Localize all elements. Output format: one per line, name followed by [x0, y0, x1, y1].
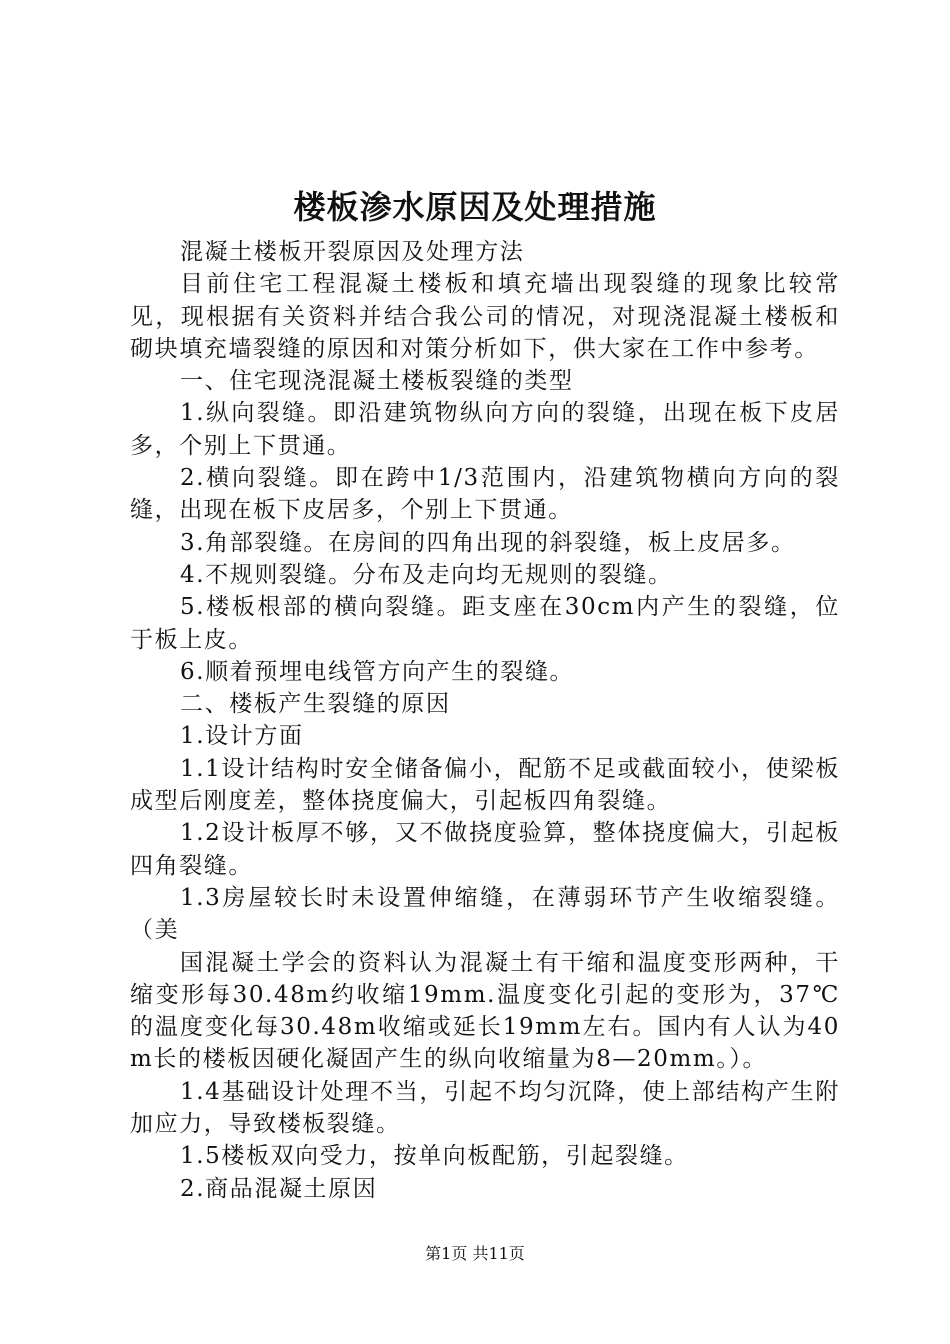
- document-body: [130, 236, 840, 1205]
- document-title: 楼板渗水原因及处理措施: [293, 188, 657, 226]
- paragraph: 1.4基础设计处理不当，引起不均匀沉降，使上部结构产生附加应力，导致楼板裂缝。: [130, 1078, 840, 1138]
- paragraph: 2.商品混凝土原因: [180, 1175, 378, 1202]
- paragraph: 1.2设计板厚不够，又不做挠度验算，整体挠度偏大，引起板四角裂缝。: [130, 820, 840, 879]
- page-number-footer: 第1页 共11页: [425, 1244, 525, 1263]
- paragraph: 4.不规则裂缝。分布及走向均无规则的裂缝。: [180, 561, 673, 588]
- paragraph: 6.顺着预埋电线管方向产生的裂缝。: [180, 658, 575, 685]
- paragraph: 1.纵向裂缝。即沿建筑物纵向方向的裂缝，出现在板下皮居多，个别上下贯通。: [130, 400, 840, 459]
- paragraph: 一、住宅现浇混凝土楼板裂缝的类型: [180, 368, 574, 395]
- paragraph: 1.1设计结构时安全储备偏小，配筋不足或截面较小，使梁板成型后刚度差，整体挠度偏大，引起板四角裂缝。: [130, 755, 840, 815]
- paragraph: 1.5楼板双向受力，按单向板配筋，引起裂缝。: [180, 1143, 689, 1170]
- paragraph: 国混凝土学会的资料认为混凝土有干缩和温度变形两种，干缩变形每30.48m约收缩19mm.温度变化引起的变形为，37℃的温度变化每30.48m收缩或延长19mm左右。国内有人认为40m长的楼板因硬化凝固产生的纵向收缩量为8—20mm。）。: [130, 949, 840, 1073]
- paragraph: 5.楼板根部的横向裂缝。距支座在30cm内产生的裂缝，位于板上皮。: [130, 594, 840, 653]
- paragraph: 3.角部裂缝。在房间的四角出现的斜裂缝，板上皮居多。: [180, 529, 796, 556]
- paragraph: 二、楼板产生裂缝的原因: [180, 691, 451, 718]
- paragraph: 1.设计方面: [180, 723, 304, 750]
- paragraph: 混凝土楼板开裂原因及处理方法: [180, 239, 525, 265]
- paragraph: 2.横向裂缝。即在跨中1/3范围内，沿建筑物横向方向的裂缝，出现在板下皮居多，个别上下贯通。: [130, 465, 840, 524]
- paragraph: 1.3房屋较长时未设置伸缩缝，在薄弱环节产生收缩裂缝。（美: [130, 884, 840, 944]
- paragraph: 目前住宅工程混凝土楼板和填充墙出现裂缝的现象比较常见，现根据有关资料并结合我公司的情况，对现浇混凝土楼板和砌块填充墙裂缝的原因和对策分析如下，供大家在工作中参考。: [130, 271, 840, 362]
